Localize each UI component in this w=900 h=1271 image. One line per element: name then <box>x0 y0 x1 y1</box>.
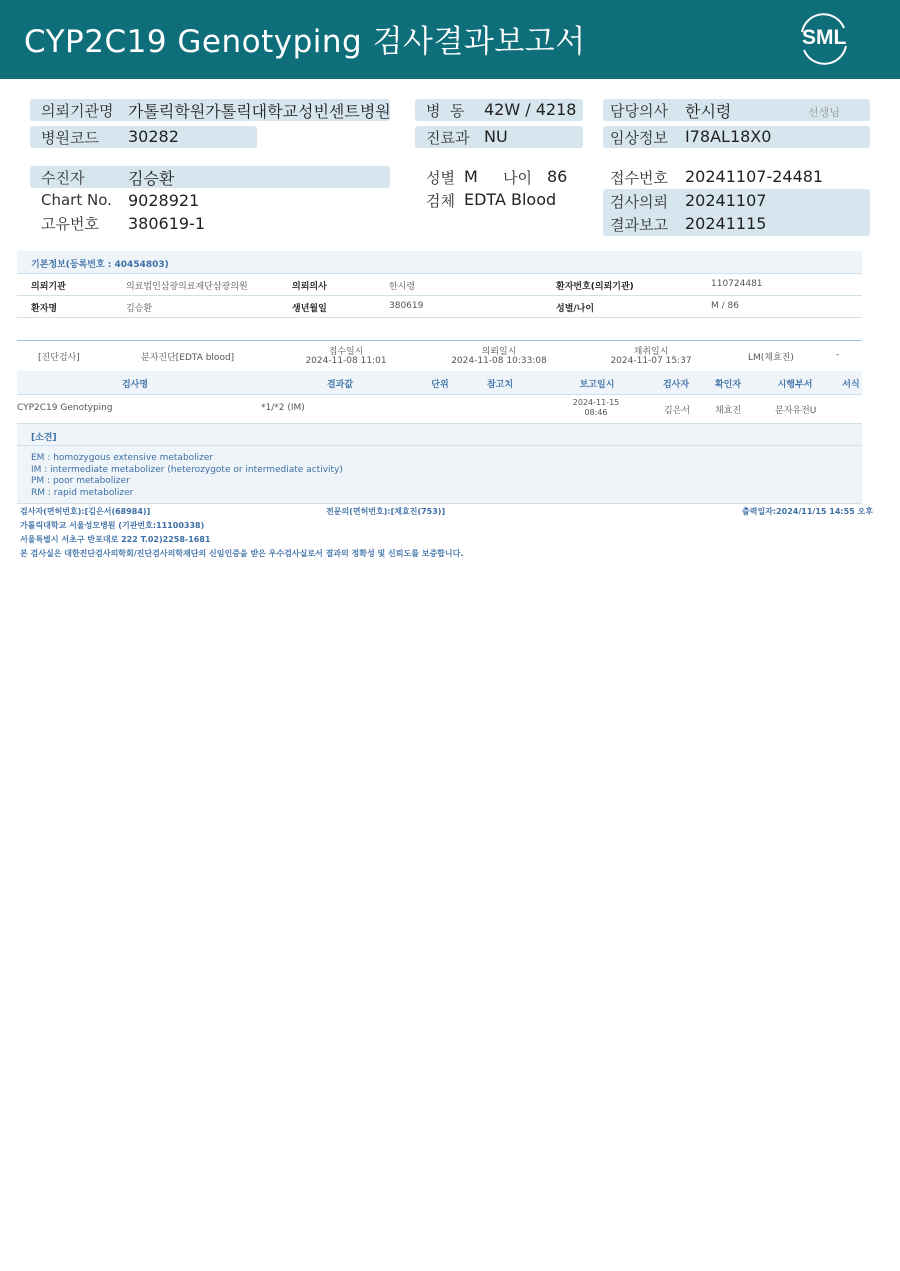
institution-label: 의뢰기관명 <box>41 102 114 120</box>
row-name: CYP2C19 Genotyping <box>17 403 113 413</box>
row-date: 2024-11-15 <box>572 398 620 407</box>
request-label: 검사의뢰 <box>610 193 668 211</box>
chart-value: 9028921 <box>128 191 200 210</box>
col-unit: 단위 <box>431 380 449 390</box>
institution-value: 가톨릭학원가톨릭대학교성빈센트병원 <box>128 102 391 121</box>
report-value: 20241115 <box>685 214 767 233</box>
specimen-value: EDTA Blood <box>464 190 557 209</box>
footer-hospital: 가톨릭대학교 서울성모병원 (기관번호:11100338) <box>20 521 205 530</box>
pid-value: 110724481 <box>711 279 763 289</box>
doctor-title: 선생님 <box>808 106 840 119</box>
remarks-box <box>17 423 862 503</box>
divider <box>17 394 862 395</box>
divider <box>17 340 862 341</box>
divider <box>17 317 862 318</box>
patient-value: 김승환 <box>128 169 175 188</box>
remarks-title: [소견] <box>31 433 57 443</box>
divider <box>17 423 862 424</box>
row-confirmer: 채효진 <box>715 406 742 416</box>
hospital-code-label: 병원코드 <box>41 129 99 147</box>
age-value: 86 <box>547 167 568 186</box>
receive-value: 2024-11-08 11:01 <box>305 356 387 366</box>
receipt-label: 접수번호 <box>610 169 668 187</box>
chart-label: Chart No. <box>41 191 112 209</box>
divider <box>17 445 862 446</box>
collect-label: 채취일시 <box>633 347 669 357</box>
test-category: [진단검사] <box>38 353 80 363</box>
col-form: 서식 <box>842 380 860 390</box>
unique-label: 고유번호 <box>41 215 99 233</box>
request-time-value: 2024-11-08 10:33:08 <box>451 356 547 366</box>
unique-value: 380619-1 <box>128 214 206 233</box>
clinical-value: I78AL18X0 <box>685 127 772 146</box>
sml-logo <box>792 12 856 66</box>
footer-address: 서울특별시 서초구 반포대로 222 T.02)2258-1681 <box>20 535 211 544</box>
dob-label: 생년월일 <box>292 304 327 314</box>
request-time-label: 의뢰일시 <box>481 347 517 357</box>
col-ref: 참고치 <box>486 380 514 390</box>
row-dept: 분자유전U <box>775 406 817 416</box>
remark-line: RM : rapid metabolizer <box>31 488 134 498</box>
basic-info-title: 기본정보(등록번호 : 40454803) <box>31 260 169 270</box>
col-confirmer: 확인자 <box>714 380 742 390</box>
hospital-code-value: 30282 <box>128 127 179 146</box>
doctor-value: 한시령 <box>685 102 732 121</box>
patient-label: 수진자 <box>41 169 85 187</box>
report-header <box>0 0 900 79</box>
row-result: *1/*2 (IM) <box>261 403 305 413</box>
dept-value: NU <box>484 127 508 146</box>
dash: - <box>836 350 840 360</box>
collect-value: 2024-11-07 15:37 <box>610 356 692 366</box>
divider <box>17 295 862 296</box>
row-time: 08:46 <box>584 408 608 417</box>
pid-label: 환자번호(의뢰기관) <box>556 282 634 292</box>
col-date: 보고일시 <box>579 380 615 390</box>
receipt-value: 20241107-24481 <box>685 167 824 186</box>
col-tester: 검사자 <box>662 380 690 390</box>
divider <box>17 503 862 504</box>
footer-specialist: 전문의(면허번호):[채효진(753)] <box>326 507 446 516</box>
test-type: 분자진단[EDTA blood] <box>141 353 235 363</box>
name-value: 김승환 <box>126 304 153 314</box>
report-label: 결과보고 <box>610 216 668 234</box>
receive-label: 접수일시 <box>328 347 364 357</box>
sexage-label: 성별/나이 <box>556 304 595 314</box>
col-dept: 시행부서 <box>777 380 813 390</box>
sexage-value: M / 86 <box>711 301 739 311</box>
lm-value: LM(채효진) <box>748 353 794 363</box>
remark-line: PM : poor metabolizer <box>31 476 130 486</box>
dept-label: 진료과 <box>426 129 470 147</box>
specimen-label: 검체 <box>426 192 455 210</box>
sex-value: M <box>464 167 478 186</box>
report-title: CYP2C19 Genotyping 검사결과보고서 <box>24 24 586 60</box>
remark-line: EM : homozygous extensive metabolizer <box>31 453 214 463</box>
doc-label: 의뢰의사 <box>292 282 327 292</box>
doctor-label: 담당의사 <box>610 102 668 120</box>
sex-label: 성별 <box>426 169 455 187</box>
request-value: 20241107 <box>685 191 767 210</box>
divider <box>17 273 862 274</box>
dob-value: 380619 <box>389 301 424 311</box>
doc-value: 한시령 <box>389 282 416 292</box>
footer-tester: 검사자(면허번호):[김은서(68984)] <box>20 507 151 516</box>
footer-cert: 본 검사실은 대한진단검사의학회/진단검사의학재단의 신임인증을 받은 우수검사실로서 결과의 정확성 및 신뢰도를 보증합니다. <box>20 549 464 558</box>
inst-value: 의료법인삼광의료재단삼광의원 <box>126 282 248 292</box>
col-name: 검사명 <box>121 380 149 390</box>
row-tester: 김은서 <box>664 406 691 416</box>
inst-label: 의뢰기관 <box>31 282 66 292</box>
ward-value: 42W / 4218 <box>484 100 577 119</box>
age-label: 나이 <box>503 169 532 187</box>
clinical-label: 임상정보 <box>610 129 668 147</box>
ward-label: 병 동 <box>426 102 465 120</box>
logo-text: SML <box>802 26 847 49</box>
footer-printed: 출력일자:2024/11/15 14:55 오후 <box>742 507 873 516</box>
name-label: 환자명 <box>31 304 58 314</box>
remark-line: IM : intermediate metabolizer (heterozygote or intermediate activity) <box>31 465 343 475</box>
col-result: 결과값 <box>326 380 354 390</box>
